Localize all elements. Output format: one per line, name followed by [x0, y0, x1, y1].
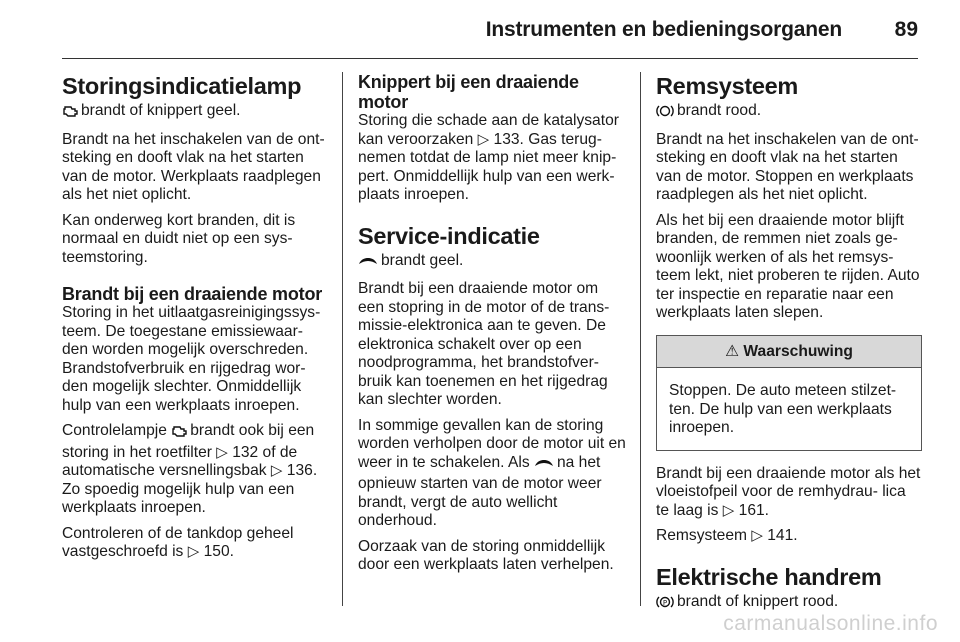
subsection-heading: Knippert bij een draaiende motor [358, 72, 579, 112]
column-2 [358, 72, 626, 582]
paragraph: Brandt bij een draaiende motor als het vloeistofpeil voor de remhydrau- lica te laag is ▷ 161. [656, 464, 921, 519]
paragraph: Als het bij een draaiende motor blijft branden, de remmen niet zoals ge- woonlijk werken of als het remsys- teem lekt, niet proberen te rijden. Auto ter inspectie en reparatie naar een werkplaats laten slepen. [656, 211, 920, 321]
watermark: carmanualsonline.info [723, 612, 938, 635]
warning-triangle-icon: ⚠ [725, 342, 740, 360]
engine-check-icon [62, 104, 78, 124]
paragraph: Brandt na het inschakelen van de ont- steking en dooft vlak na het starten van de motor. Stoppen en werkplaats raadplegen als het niet oplicht. [656, 130, 919, 203]
page-title: Instrumenten en bedieningsorganen [485, 18, 842, 41]
paragraph: In sommige gevallen kan de storing worden verholpen door de motor uit en weer in te schakelen. Als na het opnieuw starten van de motor weer brandt, vergt de auto wellicht onderhoud. [358, 416, 626, 529]
wrench-car-icon [358, 255, 378, 274]
page-reference-arrow-icon: ▷ [722, 501, 735, 519]
warning-box [656, 335, 922, 451]
paragraph: brandt rood. [656, 102, 922, 124]
paragraph: Storing in het uitlaatgasreinigingssys- teem. De toegestane emissiewaar- den worden mogelijk overschreden. Brandstofverbruik en rijgedrag wor- den mogelijk slechter. Onmiddellijk hulp van een werkplaats inroepen. [62, 304, 321, 414]
page-reference-arrow-icon: ▷ [751, 527, 763, 544]
header-divider [62, 58, 918, 59]
section-heading: Storingsindicatielamp [62, 73, 302, 99]
section-heading: Remsysteem [656, 73, 799, 99]
engine-check-icon [171, 424, 187, 444]
paragraph: brandt of knippert geel. [62, 102, 328, 124]
page-reference-arrow-icon: ▷ [187, 543, 200, 560]
paragraph: Kan onderweg kort branden, dit is normaal en duidt niet op een sys- teemstoring. [62, 211, 296, 266]
page-header [0, 0, 960, 62]
page-reference-arrow-icon: ▷ [216, 443, 228, 461]
paragraph: Remsysteem ▷ 141. [656, 527, 798, 544]
paragraph: Controleren of de tankdop geheel vastgeschroefd is ▷ 150. [62, 524, 294, 560]
warning-body: Stoppen. De auto meteen stilzet- ten. De hulp van een werkplaats inroepen. [669, 382, 897, 436]
wrench-car-icon [534, 457, 554, 476]
section-heading: Service-indicatie [358, 222, 540, 249]
svg-text:P: P [662, 598, 668, 607]
brake-circle-icon [656, 104, 674, 124]
paragraph: Storing die schade aan de katalysator kan veroorzaken ▷ 133. Gas terug- nemen totdat de lamp niet meer knip- pert. Onmiddellijk hulp van een werk- plaats inroepen. [358, 112, 619, 203]
warning-header: ⚠ Waarschuwing [657, 336, 921, 369]
page-reference-arrow-icon: ▷ [270, 462, 283, 479]
paragraph: Brandt bij een draaiende motor om een stopring in de motor of de trans- missie-elektronica aan te geven. De elektronica schakelt over op een noodprogramma, het brandstofver- bruik kan toenemen en het rijgedrag kan slechter worden. [358, 280, 610, 408]
column-divider [342, 72, 343, 606]
page-reference-arrow-icon: ▷ [477, 130, 490, 148]
page-number: 89 [894, 18, 918, 41]
paragraph: Brandt na het inschakelen van de ont- steking en dooft vlak na het starten van de motor. Werkplaats raadplegen als het niet oplicht. [62, 130, 325, 203]
section-heading: Elektrische handrem [656, 563, 882, 590]
paragraph: Controlelampje brandt ook bij een storing in het roetfilter ▷ 132 of de automatische versnellingsbak ▷ 136. Zo spoedig mogelijk hulp van een werkplaats inroepen. [62, 422, 318, 516]
column-divider [640, 72, 641, 606]
parking-brake-icon [656, 595, 674, 615]
column-1 [62, 72, 328, 569]
column-3 [656, 72, 922, 621]
subsection-heading: Brandt bij een draaiende motor [62, 284, 323, 304]
paragraph: brandt geel. [358, 252, 626, 274]
paragraph: Oorzaak van de storing onmiddellijk door een werkplaats laten verhelpen. [358, 537, 614, 573]
paragraph: P brandt of knippert rood. [656, 593, 922, 615]
